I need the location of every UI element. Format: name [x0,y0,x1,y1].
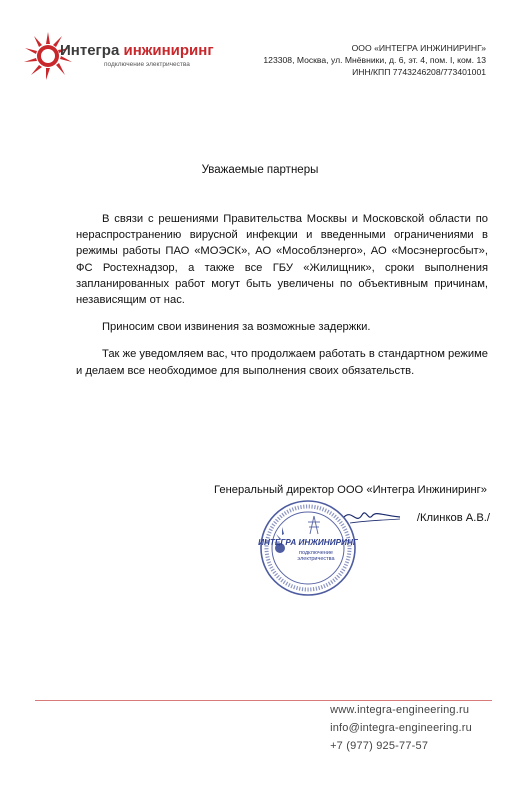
logo-word-engineering: инжиниринг [123,42,214,59]
letter-greeting: Уважаемые партнеры [201,164,319,176]
letter-body [76,211,488,379]
letter-paragraph: Приносим свои извинения за возможные задержки. [102,321,371,334]
letter-paragraph: Так же уведомляем вас, что продолжаем работать в стандартном режиме и делаем все необходимое для выполнения своих обязательств. [76,348,488,377]
footer-email: info@integra-engineering.ru [330,722,472,734]
company-details [263,42,486,78]
handwritten-signature [342,503,402,529]
letter-paragraph: В связи с решениями Правительства Москвы и Московской области по нераспространению вирусной инфекции и введенными ограничениями в режимы работы ПАО «МОЭСК», АО «Мособлэнерго», АО «Мосэнергосбыт», ФС Ростехнадзор, а также все ГБУ «Жилищник», сроки выполнения запланированных работ могут быть увеличены по объективным причинам, независящим от нас. [76,213,488,307]
stamp-sub2: электричества [297,556,335,562]
footer-website: www.integra-engineering.ru [330,704,470,716]
company-logo [22,30,212,80]
logo-word-integra: Интегра [60,42,120,59]
logo-tagline-part2: электричества [145,61,190,68]
footer-contacts [330,701,472,755]
logo-tagline-part1: подключение [104,61,145,68]
logo-tagline [104,61,190,68]
company-name: ООО «ИНТЕГРА ИНЖИНИРИНГ» [351,43,486,53]
footer-phone: +7 (977) 925-77-57 [330,740,429,752]
signer-name: /Клинков А.В./ [416,512,490,524]
company-address: 123308, Москва, ул. Мнёвники, д. 6, эт. 4, пом. I, ком. 13 [263,55,486,65]
company-inn-kpp: ИНН/КПП 7743246208/773401001 [352,67,486,77]
logo-wordmark [60,42,214,59]
stamp-name: ИНТЕГРА ИНЖИНИРИНГ [258,538,358,547]
stamp-sub1: подключение [299,550,333,556]
signer-title: Генеральный директор ООО «Интегра Инжиниринг» [214,484,487,496]
